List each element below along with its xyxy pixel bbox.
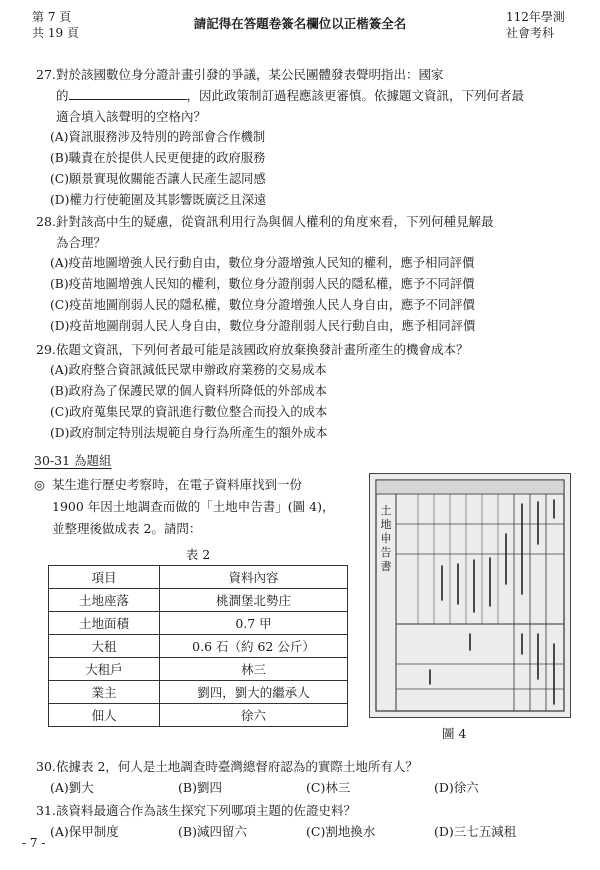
option-a[interactable]: (A)資訊服務涉及特別的跨部會合作機制 xyxy=(50,130,266,144)
option-c[interactable]: (C)割地換水 xyxy=(306,824,376,839)
question-stem: 對於該國數位身分證計畫引發的爭議，某公民團體發表聲明指出：國家 xyxy=(56,67,444,82)
option-b[interactable]: (B)減四留六 xyxy=(178,824,247,839)
table-caption: 表 2 xyxy=(185,547,211,562)
question-30 xyxy=(36,756,568,798)
option-c[interactable]: (C)政府蒐集民眾的資訊進行數位整合而投入的成本 xyxy=(50,405,328,419)
option-d[interactable]: (D)疫苗地圖削弱人民人身自由，數位身分證削弱人民行動自由，應予相同評價 xyxy=(50,319,476,333)
question-stem: 針對該高中生的疑慮，從資訊利用行為與個人權利的角度來看，下列何種見解最 xyxy=(56,214,494,229)
option-d[interactable]: (D)權力行使範圍及其影響既廣泛且深遠 xyxy=(50,193,267,207)
land-declaration-image xyxy=(369,473,571,718)
options-row xyxy=(36,777,568,798)
table-cell: 土地面積 xyxy=(49,612,160,635)
intro-line: 1900 年因土地調查而做的「土地申告書」(圖 4)， xyxy=(52,499,335,514)
table-cell: 大租戶 xyxy=(49,658,160,681)
page-label: 第 7 頁 xyxy=(32,10,72,24)
signature-notice: 請記得在答題卷簽名欄位以正楷簽全名 xyxy=(193,16,407,31)
option-d[interactable]: (D)三七五減租 xyxy=(434,824,517,839)
table-row xyxy=(49,658,348,681)
table-cell: 林三 xyxy=(160,658,348,681)
question-group-title: 30-31 為題組 xyxy=(34,453,112,468)
column-header: 項目 xyxy=(49,566,160,589)
figure-vertical-title: 土地申告書 xyxy=(380,504,392,573)
table-row xyxy=(49,635,348,658)
table-row xyxy=(49,704,348,727)
option-a[interactable]: (A)保甲制度 xyxy=(50,824,119,839)
intro-line: 並整理後做成表 2。請問： xyxy=(52,521,202,536)
table-cell: 劉四，劉大的繼承人 xyxy=(160,681,348,704)
table-cell: 桃澗堡北勢庄 xyxy=(160,589,348,612)
question-number: 29. xyxy=(36,342,56,357)
question-stem: 依據表 2，何人是土地調查時臺灣總督府認為的實際土地所有人？ xyxy=(56,759,418,774)
stem-text: 適合填入該聲明的空格內？ xyxy=(56,109,207,124)
question-stem: 依題文資訊，下列何者最可能是該國政府放棄換發計畫所產生的機會成本？ xyxy=(56,342,469,357)
option-a[interactable]: (A)疫苗地圖增強人民行動自由，數位身分證增強人民知的權利，應予相同評價 xyxy=(50,256,475,270)
intro-line: 某生進行歷史考察時，在電子資料庫找到一份 xyxy=(52,477,303,492)
option-c[interactable]: (C)疫苗地圖削弱人民的隱私權，數位身分證增強人民人身自由，應予不同評價 xyxy=(50,298,475,312)
question-27 xyxy=(36,64,568,211)
table-row xyxy=(49,681,348,704)
table-row xyxy=(49,612,348,635)
option-b[interactable]: (B)政府為了保護民眾的個人資料所降低的外部成本 xyxy=(50,384,327,398)
column-header: 資料內容 xyxy=(160,566,348,589)
option-b[interactable]: (B)職責在於提供人民更便捷的政府服務 xyxy=(50,151,266,165)
fill-in-blank xyxy=(69,87,187,100)
total-pages-label: 共 19 頁 xyxy=(32,26,79,40)
question-number: 28. xyxy=(36,214,56,229)
stem-text: 的 xyxy=(56,88,69,103)
stem-text: 為合理？ xyxy=(56,235,107,250)
subject-label: 社會考科 xyxy=(506,26,555,40)
option-c[interactable]: (C)願景實現攸關能否讓人民產生認同感 xyxy=(50,172,266,186)
option-b[interactable]: (B)劉四 xyxy=(178,780,222,795)
table-cell: 業主 xyxy=(49,681,160,704)
table-2 xyxy=(48,565,348,727)
option-a[interactable]: (A)劉大 xyxy=(50,780,94,795)
exam-year: 112年學測 xyxy=(506,10,565,24)
land-declaration-scan xyxy=(370,474,570,717)
question-stem: 該資料最適合作為該生探究下列哪項主題的佐證史料？ xyxy=(56,803,357,818)
option-d[interactable]: (D)徐六 xyxy=(434,780,479,795)
question-31 xyxy=(36,800,568,842)
table-cell: 徐六 xyxy=(160,704,348,727)
option-b[interactable]: (B)疫苗地圖增強人民知的權利，數位身分證削弱人民的隱私權，應予不同評價 xyxy=(50,277,475,291)
question-number: 30. xyxy=(36,759,56,774)
question-29 xyxy=(36,339,568,444)
question-28 xyxy=(36,211,568,337)
page-number: - 7 - xyxy=(22,836,46,850)
table-cell: 佃人 xyxy=(49,704,160,727)
table-header-row xyxy=(49,566,348,589)
figure-caption: 圖 4 xyxy=(442,726,467,741)
question-number: 27. xyxy=(36,67,56,82)
bullet-mark: ◎ xyxy=(34,477,45,492)
table-cell: 大租 xyxy=(49,635,160,658)
question-number: 31. xyxy=(36,803,56,818)
option-d[interactable]: (D)政府制定特別法規範自身行為所產生的額外成本 xyxy=(50,426,328,440)
table-cell: 0.7 甲 xyxy=(160,612,348,635)
group-intro xyxy=(34,474,364,540)
table-cell: 土地座落 xyxy=(49,589,160,612)
option-a[interactable]: (A)政府整合資訊減低民眾申辦政府業務的交易成本 xyxy=(50,363,327,377)
stem-text: ，因此政策制訂過程應該更審慎。依據題文資訊，下列何者最 xyxy=(186,88,525,103)
table-row xyxy=(49,589,348,612)
option-c[interactable]: (C)林三 xyxy=(306,780,351,795)
table-cell: 0.6 石（約 62 公斤） xyxy=(160,635,348,658)
options-row xyxy=(36,821,568,842)
